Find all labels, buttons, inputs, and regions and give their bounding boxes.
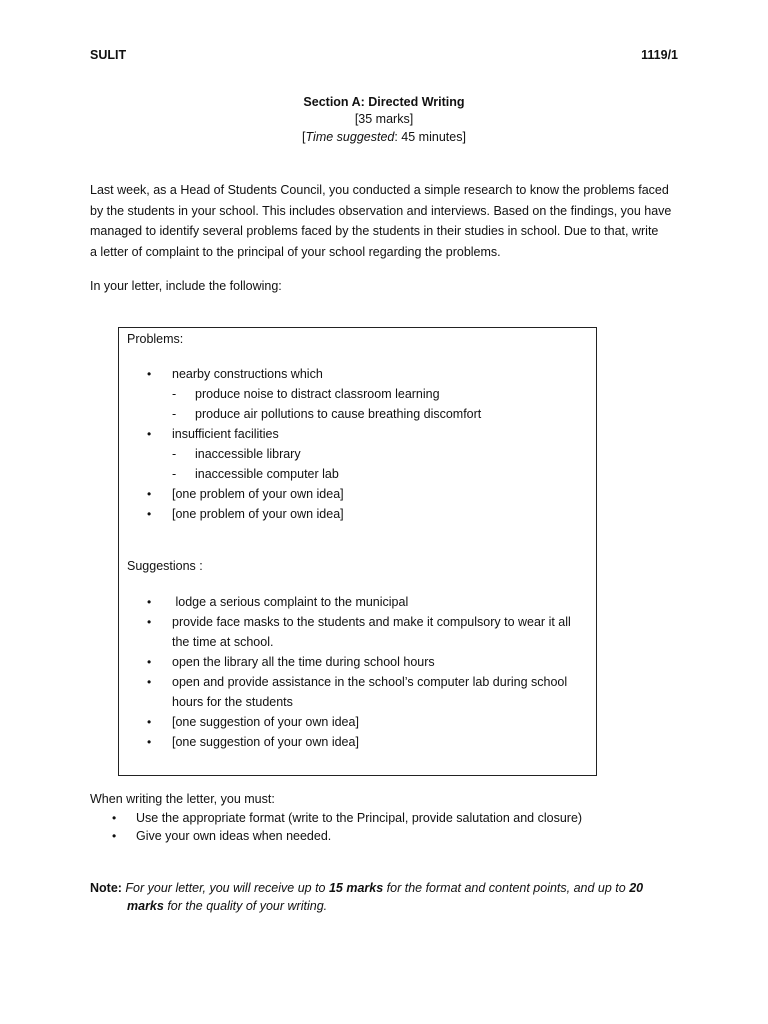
suggestion-text: [one suggestion of your own idea] xyxy=(172,715,359,729)
header-classification: SULIT xyxy=(90,48,127,62)
suggestions-list xyxy=(119,592,589,752)
problems-list xyxy=(119,364,589,524)
problem-subitem xyxy=(119,404,589,424)
bullet-icon: • xyxy=(147,675,152,689)
note-text: for the quality of your writing. xyxy=(163,899,328,913)
suggestion-text: [one suggestion of your own idea] xyxy=(172,735,359,749)
suggestion-item xyxy=(119,612,589,652)
must-list xyxy=(90,809,690,845)
bullet-icon: • xyxy=(147,367,152,381)
bullet-icon: • xyxy=(112,829,117,843)
dash-icon: - xyxy=(172,407,177,421)
bullet-icon: • xyxy=(147,427,152,441)
time-value: : 45 minutes] xyxy=(394,130,466,144)
bullet-icon: • xyxy=(147,487,152,501)
problem-subtext: produce noise to distract classroom learning xyxy=(195,387,440,401)
problem-item xyxy=(119,484,589,504)
suggestion-item xyxy=(119,732,589,752)
note-paragraph xyxy=(90,879,670,915)
problem-subtext: inaccessible computer lab xyxy=(195,467,339,481)
time-open-bracket: [ xyxy=(302,130,306,144)
problem-subtext: produce air pollutions to cause breathing discomfort xyxy=(195,407,482,421)
problem-subitem xyxy=(119,444,589,464)
must-text: Use the appropriate format (write to the Principal, provide salutation and closure) xyxy=(136,811,583,825)
note-text: for the format and content points, and up to xyxy=(383,881,630,895)
dash-icon: - xyxy=(172,387,177,401)
bullet-icon: • xyxy=(147,615,152,629)
problem-text: nearby constructions which xyxy=(172,367,323,381)
note-marks-word: marks xyxy=(127,899,164,913)
bullet-icon: • xyxy=(147,735,152,749)
section-marks: [35 marks] xyxy=(354,112,414,126)
suggestion-text: open the library all the time during school hours xyxy=(172,655,435,669)
suggestion-text: lodge a serious complaint to the municipal xyxy=(172,595,409,609)
problem-subitem xyxy=(119,384,589,404)
intro-line: managed to identify several problems faced by the students in their studies in school. Due to that, write xyxy=(90,224,659,238)
problem-item xyxy=(119,364,589,384)
suggestions-label: Suggestions : xyxy=(127,559,203,573)
intro-line: Last week, as a Head of Students Council, you conducted a simple research to know the problems faced xyxy=(90,183,669,197)
problem-text: [one problem of your own idea] xyxy=(172,507,344,521)
content-box xyxy=(118,327,597,776)
header-paper-code: 1119/1 xyxy=(641,48,678,62)
problem-subtext: inaccessible library xyxy=(195,447,301,461)
dash-icon: - xyxy=(172,467,177,481)
intro-paragraph xyxy=(90,180,682,262)
dash-icon: - xyxy=(172,447,177,461)
must-item xyxy=(90,827,690,845)
problem-subitem xyxy=(119,464,589,484)
note-marks-format: 15 marks xyxy=(328,881,384,895)
suggestion-item xyxy=(119,672,589,712)
section-title: Section A: Directed Writing xyxy=(303,95,465,109)
note-text: For your letter, you will receive up to xyxy=(121,881,329,895)
problem-text: [one problem of your own idea] xyxy=(172,487,344,501)
bullet-icon: • xyxy=(147,655,152,669)
bullet-icon: • xyxy=(147,595,152,609)
must-text: Give your own ideas when needed. xyxy=(136,829,332,843)
suggestion-item xyxy=(119,592,589,612)
note-marks-quality: 20 xyxy=(629,881,644,895)
intro-line: by the students in your school. This includes observation and interviews. Based on the findings, you have xyxy=(90,203,672,218)
intro-line: a letter of complaint to the principal of your school regarding the problems. xyxy=(90,244,501,259)
bullet-icon: • xyxy=(147,507,152,521)
suggestion-item xyxy=(119,712,589,732)
problem-item xyxy=(119,504,589,524)
bullet-icon: • xyxy=(147,715,152,729)
problems-label: Problems: xyxy=(127,332,184,346)
must-label: When writing the letter, you must: xyxy=(90,792,275,806)
suggestion-text: open and provide assistance in the school’s computer lab during school hours for the students xyxy=(172,675,568,709)
note-label: Note: xyxy=(90,881,122,895)
bullet-icon: • xyxy=(112,811,117,825)
must-item xyxy=(90,809,690,827)
include-instruction: In your letter, include the following: xyxy=(90,279,282,293)
suggestion-item xyxy=(119,652,589,672)
time-label: Time suggested xyxy=(305,130,395,144)
problem-item xyxy=(119,424,589,444)
section-time xyxy=(0,130,768,144)
problem-text: insufficient facilities xyxy=(172,427,279,441)
note-continuation xyxy=(90,897,670,915)
suggestion-text: provide face masks to the students and make it compulsory to wear it all the time at school. xyxy=(172,615,571,649)
